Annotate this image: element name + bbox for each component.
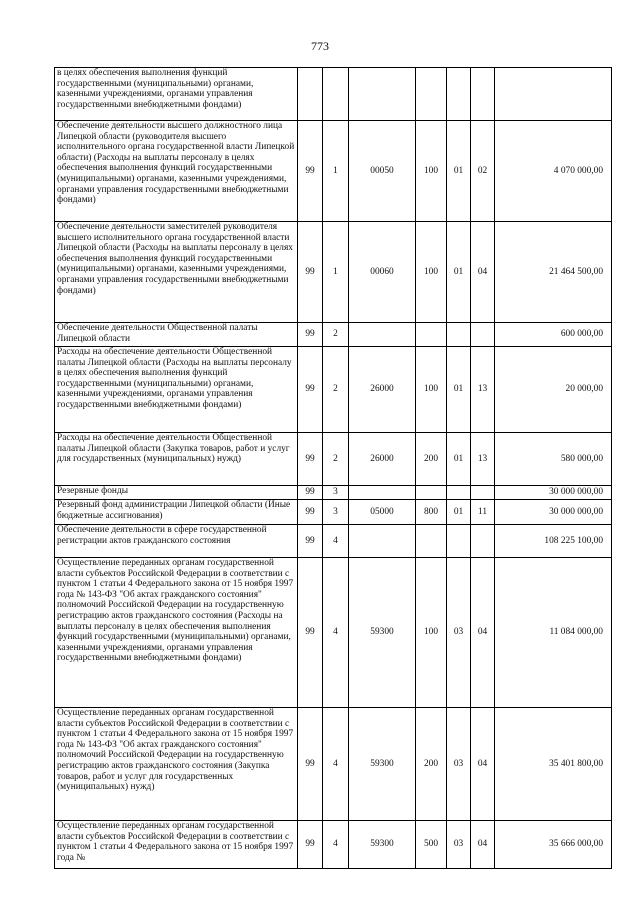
table-row [55, 433, 612, 486]
table-row [55, 68, 612, 121]
row-amount: 30 000 000,00 [495, 486, 612, 500]
row-section: 01 [447, 222, 471, 323]
row-section [447, 525, 471, 558]
row-subprogram-code: 3 [323, 486, 349, 500]
row-section: 01 [447, 500, 471, 525]
row-subprogram-code: 4 [323, 708, 349, 821]
row-amount: 4 070 000,00 [495, 121, 612, 222]
row-section [447, 68, 471, 121]
row-expense-type: 100 [416, 222, 447, 323]
row-amount: 108 225 100,00 [495, 525, 612, 558]
row-subprogram-code: 3 [323, 500, 349, 525]
table-row [55, 558, 612, 708]
row-program-code: 99 [298, 708, 323, 821]
table-row [55, 708, 612, 821]
row-expense-type [416, 323, 447, 347]
row-program-code: 99 [298, 558, 323, 708]
row-subsection [471, 323, 495, 347]
row-description: Осуществление переданных органам государственной власти субъектов Российской Федерации в соответствии с пунктом 1 статьи 4 Федерального закона от 15 ноября 1997 года № 143-ФЗ "Об актах гражданского состояния" полномочий Российской Федерации на государственную регистрацию актов гражданского состояния (Закупка товаров, работ и услуг для государственных (муниципальных) нужд) [55, 708, 298, 821]
row-expense-type: 100 [416, 121, 447, 222]
row-program-code: 99 [298, 347, 323, 433]
row-subsection: 04 [471, 558, 495, 708]
table-row [55, 121, 612, 222]
row-amount: 21 464 500,00 [495, 222, 612, 323]
row-section [447, 323, 471, 347]
row-subsection: 13 [471, 433, 495, 486]
row-description: Расходы на обеспечение деятельности Общественной палаты Липецкой области (Закупка товаров, работ и услуг для государственных (муниципальных) нужд) [55, 433, 298, 486]
row-description: Осуществление переданных органам государственной власти субъектов Российской Федерации в соответствии с пунктом 1 статьи 4 Федерального закона от 15 ноября 1997 года № 143-ФЗ "Об актах гражданского состояния" полномочий Российской Федерации на государственную регистрацию актов гражданского состояния (Расходы на выплаты персоналу в целях обеспечения выполнения функций государственными (муниципальными) органами, казенными учреждениями, органами управления государственными внебюджетными фондами) [55, 558, 298, 708]
row-subsection: 02 [471, 121, 495, 222]
row-program-code: 99 [298, 433, 323, 486]
row-section: 03 [447, 558, 471, 708]
row-program-code [298, 68, 323, 121]
row-section: 01 [447, 347, 471, 433]
row-section: 03 [447, 708, 471, 821]
row-description: Резервные фонды [55, 486, 298, 500]
row-expense-type: 200 [416, 708, 447, 821]
row-amount: 20 000,00 [495, 347, 612, 433]
row-description: Расходы на обеспечение деятельности Общественной палаты Липецкой области (Расходы на выплаты персоналу в целях обеспечения выполнения функций государственными (муниципальными) органами, казенными учреждениями, органами управления государственными внебюджетными фондами) [55, 347, 298, 433]
row-amount [495, 68, 612, 121]
row-target-code: 26000 [349, 433, 416, 486]
row-target-code [349, 323, 416, 347]
row-expense-type: 500 [416, 821, 447, 869]
row-subprogram-code: 2 [323, 433, 349, 486]
row-target-code [349, 486, 416, 500]
row-program-code: 99 [298, 323, 323, 347]
table-row [55, 222, 612, 323]
row-expense-type [416, 525, 447, 558]
row-subprogram-code: 1 [323, 121, 349, 222]
row-description: в целях обеспечения выполнения функций государственными (муниципальными) органами, казенными учреждениями, органами управления государственными внебюджетными фондами) [55, 68, 298, 121]
row-expense-type: 100 [416, 558, 447, 708]
row-target-code: 59300 [349, 558, 416, 708]
row-subprogram-code: 2 [323, 347, 349, 433]
row-amount: 35 666 000,00 [495, 821, 612, 869]
row-target-code: 05000 [349, 500, 416, 525]
row-expense-type [416, 68, 447, 121]
row-program-code: 99 [298, 821, 323, 869]
row-subsection: 04 [471, 222, 495, 323]
row-expense-type [416, 486, 447, 500]
row-subsection: 11 [471, 500, 495, 525]
row-expense-type: 200 [416, 433, 447, 486]
row-target-code [349, 68, 416, 121]
row-subsection [471, 525, 495, 558]
row-target-code: 26000 [349, 347, 416, 433]
table-row [55, 323, 612, 347]
row-description: Осуществление переданных органам государственной власти субъектов Российской Федерации в соответствии с пунктом 1 статьи 4 Федерального закона от 15 ноября 1997 года № [55, 821, 298, 869]
budget-table [54, 67, 612, 869]
row-subsection: 04 [471, 708, 495, 821]
row-program-code: 99 [298, 121, 323, 222]
row-amount: 35 401 800,00 [495, 708, 612, 821]
row-subsection [471, 68, 495, 121]
row-description: Резервный фонд администрации Липецкой области (Иные бюджетные ассигнования) [55, 500, 298, 525]
budget-table-body [55, 68, 612, 869]
row-program-code: 99 [298, 222, 323, 323]
row-subsection: 13 [471, 347, 495, 433]
row-target-code: 59300 [349, 708, 416, 821]
row-subprogram-code: 2 [323, 323, 349, 347]
table-row [55, 821, 612, 869]
row-program-code: 99 [298, 500, 323, 525]
row-target-code: 00060 [349, 222, 416, 323]
page-number: 773 [311, 39, 329, 53]
row-section: 03 [447, 821, 471, 869]
row-subprogram-code: 4 [323, 558, 349, 708]
table-row [55, 347, 612, 433]
row-target-code: 59300 [349, 821, 416, 869]
row-expense-type: 100 [416, 347, 447, 433]
row-target-code: 00050 [349, 121, 416, 222]
row-description: Обеспечение деятельности заместителей руководителя высшего исполнительного органа государственной власти Липецкой области (Расходы на выплаты персоналу в целях обеспечения выполнения функций государственными (муниципальными) органами, казенными учреждениями, органами управления государственными внебюджетными фондами) [55, 222, 298, 323]
row-section: 01 [447, 433, 471, 486]
row-amount: 30 000 000,00 [495, 500, 612, 525]
row-subprogram-code: 4 [323, 821, 349, 869]
table-row [55, 525, 612, 558]
row-amount: 600 000,00 [495, 323, 612, 347]
row-description: Обеспечение деятельности Общественной палаты Липецкой области [55, 323, 298, 347]
row-program-code: 99 [298, 486, 323, 500]
row-subsection [471, 486, 495, 500]
table-row [55, 486, 612, 500]
row-section: 01 [447, 121, 471, 222]
row-program-code: 99 [298, 525, 323, 558]
table-row [55, 500, 612, 525]
row-description: Обеспечение деятельности высшего должностного лица Липецкой области (руководителя высшего исполнительного органа государственной власти Липецкой области) (Расходы на выплаты персоналу в целях обеспечения выполнения функций государственными (муниципальными) органами, казенными учреждениями, органами управления государственными внебюджетными фондами) [55, 121, 298, 222]
row-subprogram-code: 1 [323, 222, 349, 323]
row-expense-type: 800 [416, 500, 447, 525]
row-target-code [349, 525, 416, 558]
row-subprogram-code: 4 [323, 525, 349, 558]
row-amount: 11 084 000,00 [495, 558, 612, 708]
row-subprogram-code [323, 68, 349, 121]
row-amount: 580 000,00 [495, 433, 612, 486]
row-section [447, 486, 471, 500]
row-subsection: 04 [471, 821, 495, 869]
row-description: Обеспечение деятельности в сфере государственной регистрации актов гражданского состояния [55, 525, 298, 558]
